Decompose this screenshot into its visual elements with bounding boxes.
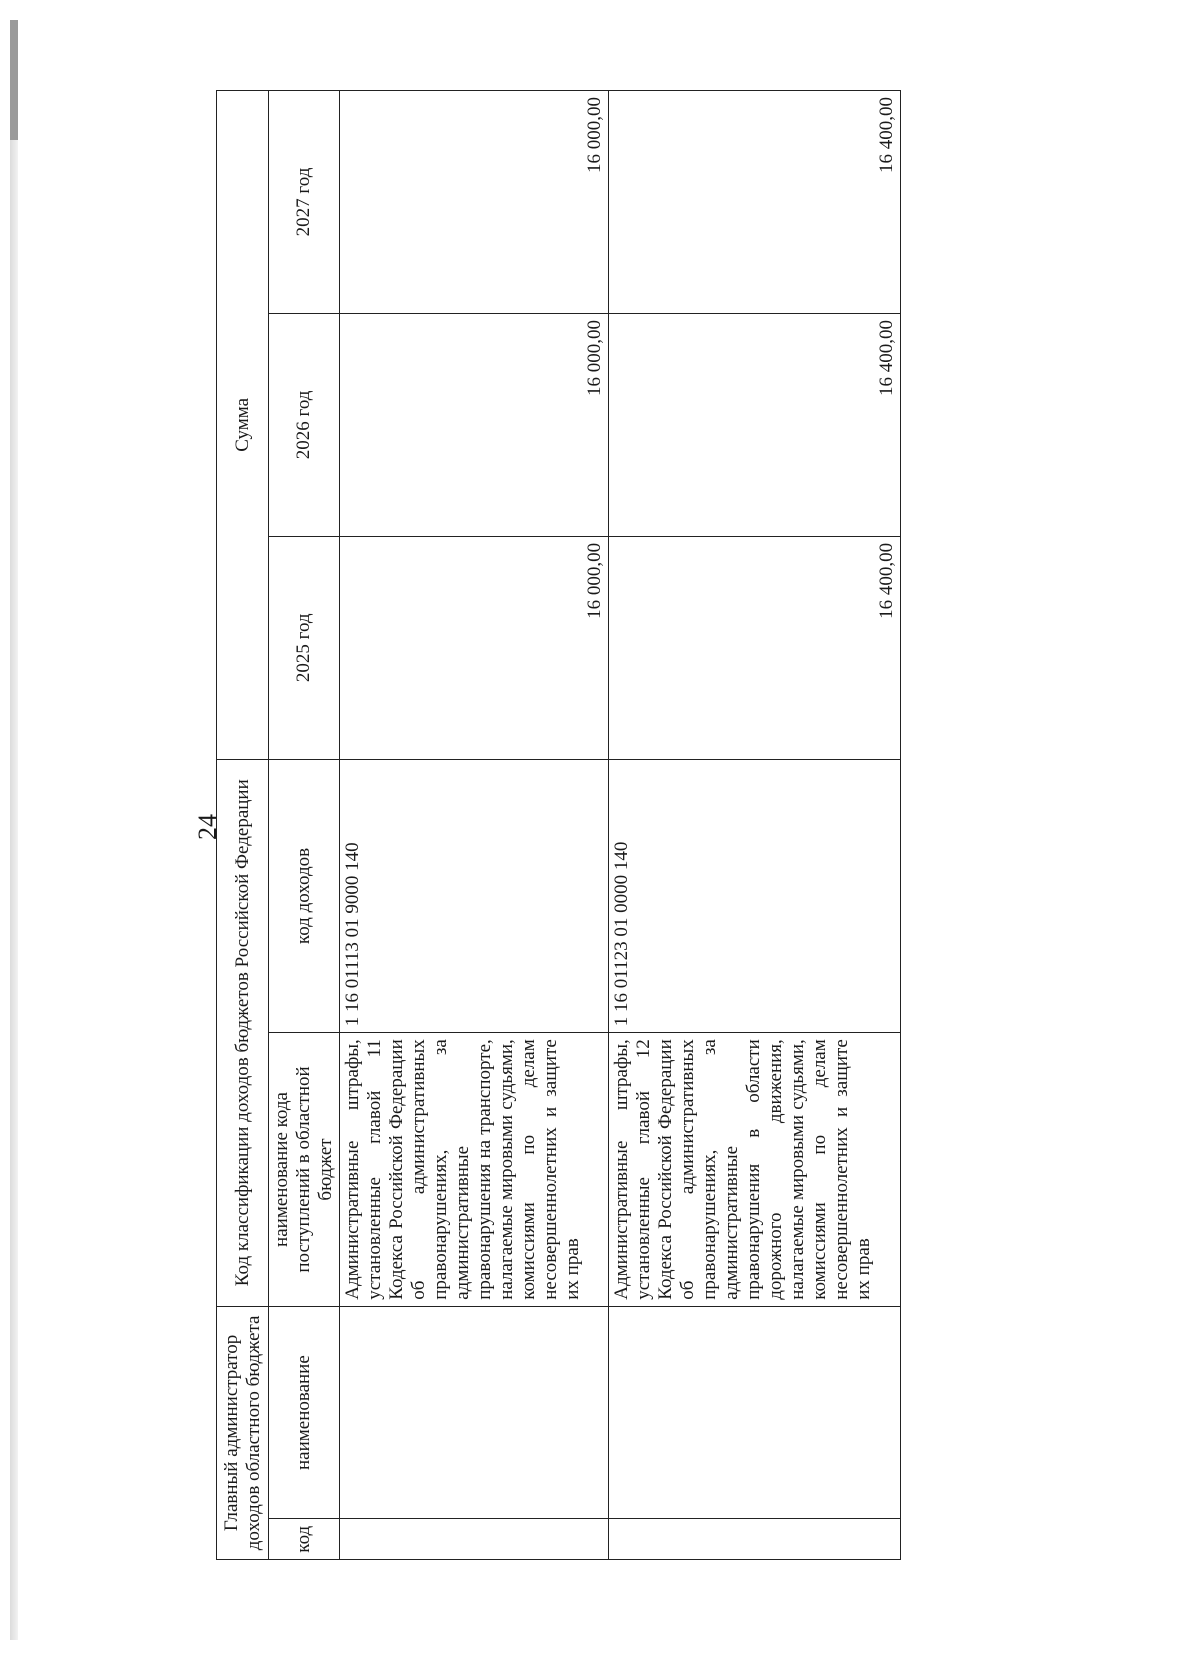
cell-income-name: Административные штрафы, установленные главой 11 Кодекса Российской Федерации об административных правонарушениях, за административные правонарушения на транспорте, налагаемые мировыми судьями, комиссиями по делам несовершеннолетних и защите их прав [340, 1033, 609, 1307]
table-row [608, 91, 900, 1560]
header-admin-group: Главный администратор доходов областного бюджета [217, 1306, 269, 1559]
header-income-name: наименование кода поступлений в областной бюджет [269, 1033, 340, 1307]
cell-admin-name [608, 1306, 900, 1519]
header-classification-group: Код классификации доходов бюджетов Российской Федерации [217, 759, 269, 1306]
cell-income-name: Административные штрафы, установленные главой 12 Кодекса Российской Федерации об административных правонарушениях, за административные правонарушения в области дорожного движения, налагаемые мировыми судьями, комиссиями по делам несовершеннолетних и защите их прав [608, 1033, 900, 1307]
table-row [340, 91, 609, 1560]
cell-admin-code [608, 1519, 900, 1560]
header-year-2027: 2027 год [269, 91, 340, 314]
header-admin-code: код [269, 1519, 340, 1560]
income-table-container [216, 90, 901, 1560]
header-sum-group: Сумма [217, 91, 269, 760]
cell-sum-2027: 16 400,00 [608, 91, 900, 314]
scan-edge-mark [10, 20, 18, 140]
cell-sum-2026: 16 000,00 [340, 313, 609, 536]
header-year-2026: 2026 год [269, 313, 340, 536]
cell-admin-code [340, 1519, 609, 1560]
cell-income-code: 1 16 01123 01 0000 140 [608, 759, 900, 1033]
header-admin-name: наименование [269, 1306, 340, 1519]
cell-admin-name [340, 1306, 609, 1519]
cell-income-code: 1 16 01113 01 9000 140 [340, 759, 609, 1033]
page-number: 24 [193, 814, 222, 840]
header-row-top [217, 91, 269, 1560]
header-row-bottom [269, 91, 340, 1560]
scan-edge [10, 20, 18, 1640]
header-year-2025: 2025 год [269, 536, 340, 759]
cell-sum-2025: 16 000,00 [340, 536, 609, 759]
cell-sum-2026: 16 400,00 [608, 313, 900, 536]
cell-sum-2027: 16 000,00 [340, 91, 609, 314]
income-table [216, 90, 901, 1560]
header-income-code: код доходов [269, 759, 340, 1033]
cell-sum-2025: 16 400,00 [608, 536, 900, 759]
